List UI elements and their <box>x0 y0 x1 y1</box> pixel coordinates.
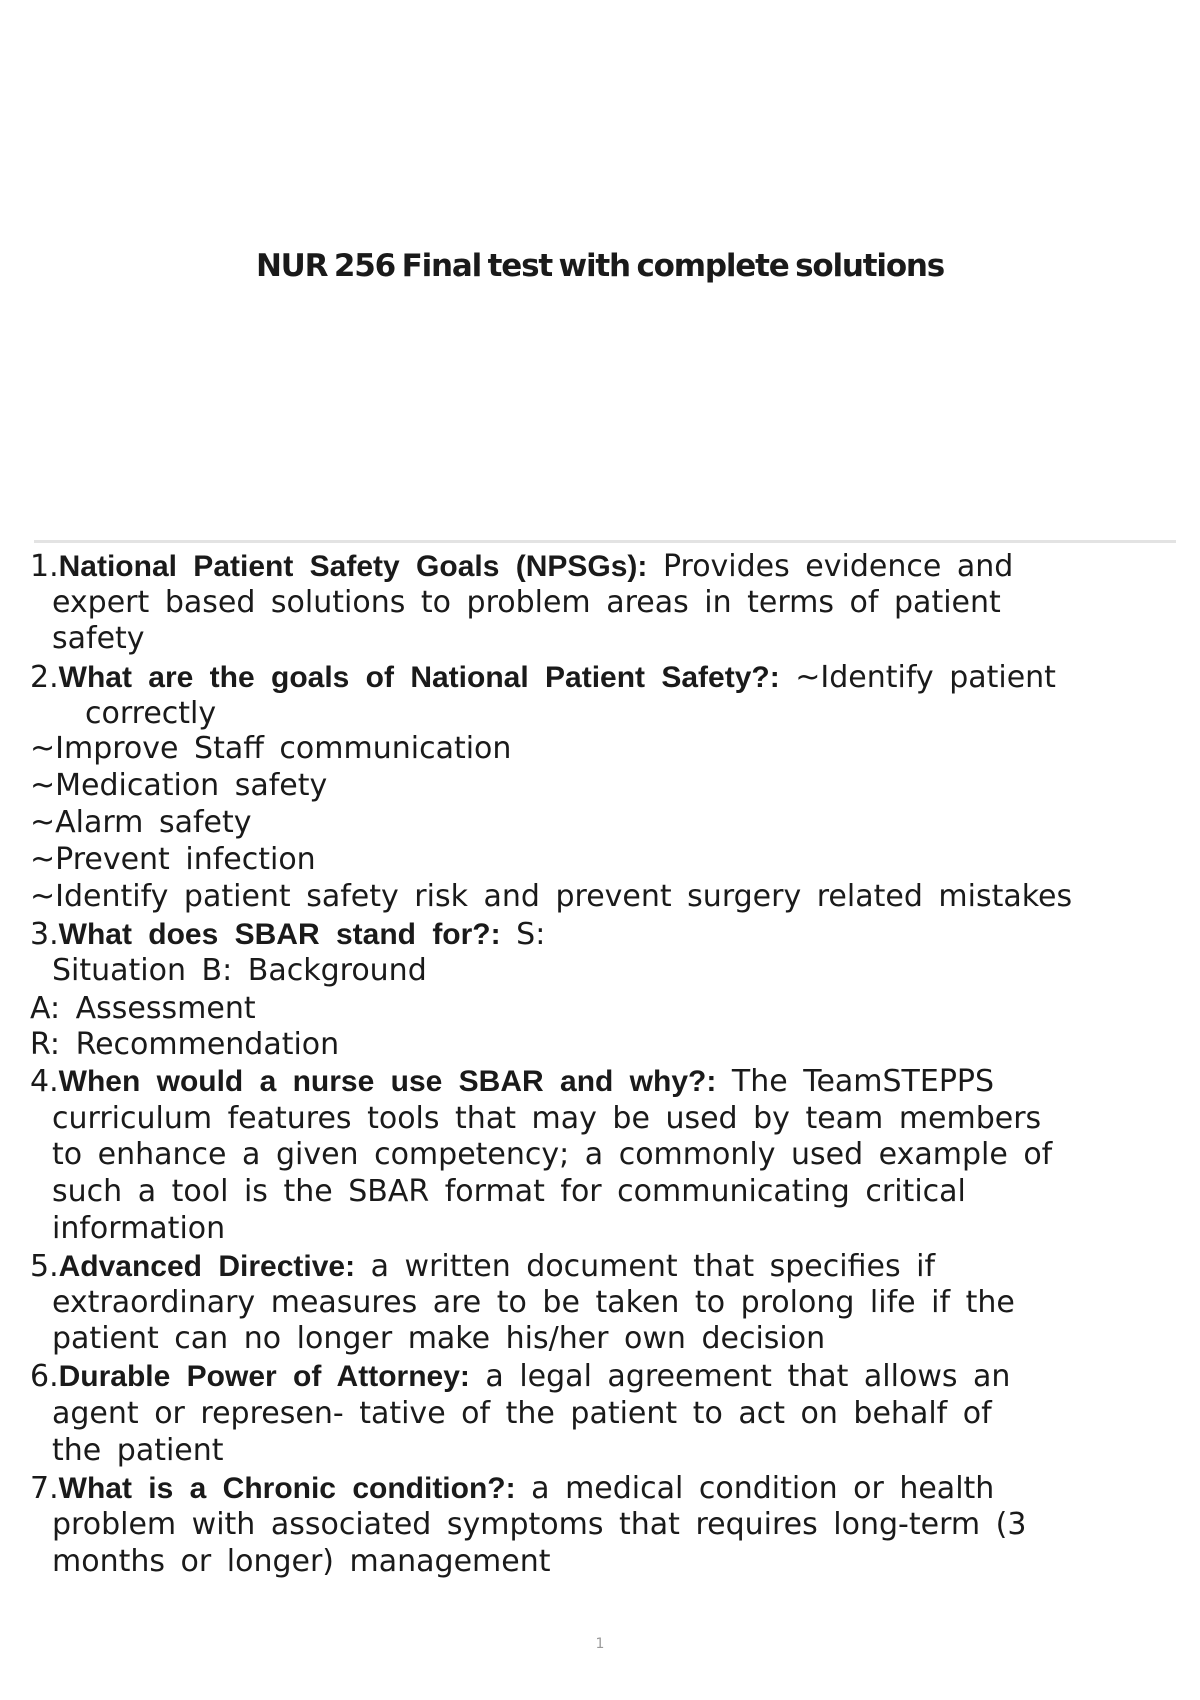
item-answer-line: the patient <box>52 1433 224 1468</box>
item-answer-line: agent or represen- tative of the patient to act on behalf of <box>52 1396 992 1431</box>
item-answer-line: curriculum features tools that may be used by team members <box>52 1101 1042 1136</box>
list-item-5-head <box>30 1248 935 1286</box>
list-item-6-head <box>30 1358 1010 1396</box>
item-term: What are the goals of National Patient Safety?: <box>58 661 780 694</box>
item-answer-line: patient can no longer make his/her own decision <box>52 1321 826 1356</box>
item-answer-line: such a tool is the SBAR format for communicating critical <box>52 1174 966 1209</box>
item-answer-line: ~Identify patient safety risk and prevent surgery related mistakes <box>30 879 1073 914</box>
item-answer-line: to enhance a given competency; a commonly used example of <box>52 1137 1053 1172</box>
item-answer: a written document that specifies if <box>355 1249 936 1284</box>
item-answer-line: correctly <box>85 696 217 731</box>
item-number: 4. <box>30 1064 59 1099</box>
item-number: 6. <box>30 1359 59 1394</box>
item-term: National Patient Safety Goals (NPSGs): <box>58 550 648 583</box>
item-number: 5. <box>30 1249 59 1284</box>
list-item-2-head <box>30 659 1056 697</box>
list-item-4-head <box>30 1063 994 1101</box>
item-answer-line: A: Assessment <box>30 991 256 1026</box>
item-answer-line: extraordinary measures are to be taken to prolong life if the <box>52 1285 1015 1320</box>
item-number: 7. <box>30 1471 59 1506</box>
item-answer-line: ~Improve Staff communication <box>30 731 512 766</box>
page-number: 1 <box>595 1636 605 1652</box>
item-answer: S: <box>500 917 546 952</box>
page-title: NUR 256 Final test with complete solutions <box>255 248 945 284</box>
item-number: 2. <box>30 660 59 695</box>
item-answer-line: problem with associated symptoms that requires long-term (3 <box>52 1507 1027 1542</box>
list-item-3-head <box>30 916 545 954</box>
item-answer-line: Situation B: Background <box>52 953 427 988</box>
item-term: What does SBAR stand for?: <box>58 918 501 951</box>
item-answer: ~Identify patient <box>779 660 1056 695</box>
item-answer: a legal agreement that allows an <box>469 1359 1011 1394</box>
item-term: What is a Chronic condition?: <box>58 1472 516 1505</box>
item-answer-line: expert based solutions to problem areas in terms of patient <box>52 585 1001 620</box>
item-answer-line: information <box>52 1211 226 1246</box>
list-item-7-head <box>30 1470 994 1508</box>
item-term: When would a nurse use SBAR and why?: <box>58 1065 717 1098</box>
list-item-1-head <box>30 548 1013 586</box>
item-answer-line: ~Alarm safety <box>30 805 252 840</box>
item-answer-line: safety <box>52 621 145 656</box>
item-number: 3. <box>30 917 59 952</box>
item-answer-line: months or longer) management <box>52 1544 551 1579</box>
item-term: Advanced Directive: <box>58 1250 356 1283</box>
item-answer-line: R: Recommendation <box>30 1027 340 1062</box>
item-answer-line: ~Prevent infection <box>30 842 316 877</box>
item-number: 1. <box>30 549 59 584</box>
item-answer: Provides evidence and <box>647 549 1014 584</box>
divider <box>34 540 1176 543</box>
item-answer-line: ~Medication safety <box>30 768 328 803</box>
item-term: Durable Power of Attorney: <box>58 1360 470 1393</box>
item-answer: The TeamSTEPPS <box>716 1064 995 1099</box>
item-answer: a medical condition or health <box>515 1471 995 1506</box>
